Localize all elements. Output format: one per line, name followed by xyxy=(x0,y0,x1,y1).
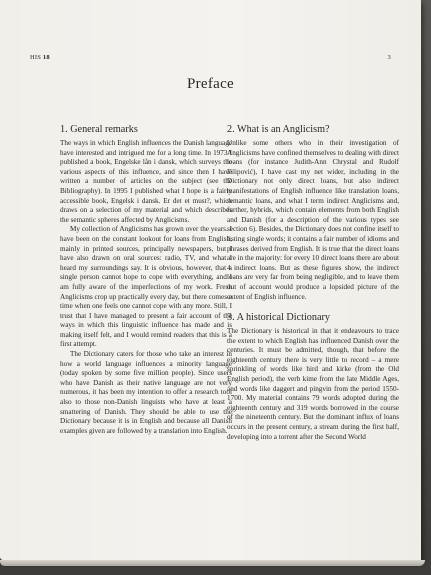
section-heading-what-is-anglicism: 2. What is an Anglicism? xyxy=(227,124,330,135)
paragraph: Unlike some others who in their investigation of Anglicisms have confined themselves to dealing with direct loans (for instance Judith-Ann Chrystal and Rudolf Filipović), I have cast my net wider, including in the Dictionary not only direct loans, but also indirect manifestations of English influence like translation loans, semantic loans, and what I term indirect Anglicisms and, further, hybrids, which contain elements from both English and Danish (for a description of the various types see section 6). Besides, the Dictionary does not confine itself to listing single words; it contains a fair number of idioms and phrases derived from English. It is true that the direct loans are in the majority: for every 10 direct loans there are about 4 indirect loans. But as these figures show, the indirect loans are very far from being negligible, and to leave them out of account would produce a lopsided picture of the extent of English influence. xyxy=(227,139,399,301)
section-heading-general-remarks: 1. General remarks xyxy=(60,124,138,135)
page-number: 3 xyxy=(387,54,391,61)
left-column xyxy=(60,124,232,436)
paragraph: The Dictionary is historical in that it endeavours to trace the extent to which English has influenced Danish over the centuries. It must be admitted, though, that before the eighteenth century there is very little to record – a mere sprinkling of words like hird and kirke (from the Old English period), the verb kime from the late Middle Ages, and words like daggert and pingvin from the period 1550-1700. My material contains 79 words adopted during the eighteenth century and 319 words borrowed in the course of the nineteenth century. But the dominant influx of loans occurs in the present century, a stream during the first half, developing into a torrent after the Second World xyxy=(227,327,399,441)
series-label xyxy=(30,54,50,61)
paragraph: The Dictionary caters for those who take an interest in how a world language influences a minority language (today spoken by some five million people). Since users who have Danish as their native language are not very numerous, it has been my intention to offer a research tool also to those non-Danish linguists who have at least a smattering of Danish. They should be able to use the Dictionary because it is in English and because all Danish examples given are followed by a translation into English. xyxy=(60,350,232,435)
paragraph: The ways in which English influences the Danish language have interested and intrigued me for a long time. In 1973 I published a book, Engelske lån i dansk, which surveys the various aspects of this influence, and since then I have written a number of articles on the subject (see the Bibliography). In 1995 I published what I hope is a fairly accessible book, Engelsk i dansk. Er det et must?, which draws on a selection of my material and which describes the semantic spheres affected by Anglicisms. xyxy=(60,139,232,224)
page-title: Preface xyxy=(186,76,235,92)
section-heading-historical-dictionary: 3. A historical Dictionary xyxy=(227,312,330,324)
page-stack-edge xyxy=(0,560,425,566)
paragraph: My collection of Anglicisms has grown over the years. I have been on the constant lookout for loans from English, mainly in printed sources, principally newspapers, but I have also drawn on oral sources: radio, TV, and what I heard my surroundings say. It is obvious, however, that a single person cannot hope to cope with everything, and I am fully aware of the imperfections of my work. Fresh Anglicisms crop up practically every day, but there comes a time when one feels one cannot cope with any more. Still, I trust that I have managed to present a fair account of the ways in which this linguistic influence has made and is making itself felt, and I would remind readers that this is a first attempt. xyxy=(60,225,232,349)
running-header xyxy=(30,54,391,66)
series-name: HIS xyxy=(30,54,42,61)
right-column xyxy=(227,124,399,442)
series-number: 18 xyxy=(42,54,50,61)
